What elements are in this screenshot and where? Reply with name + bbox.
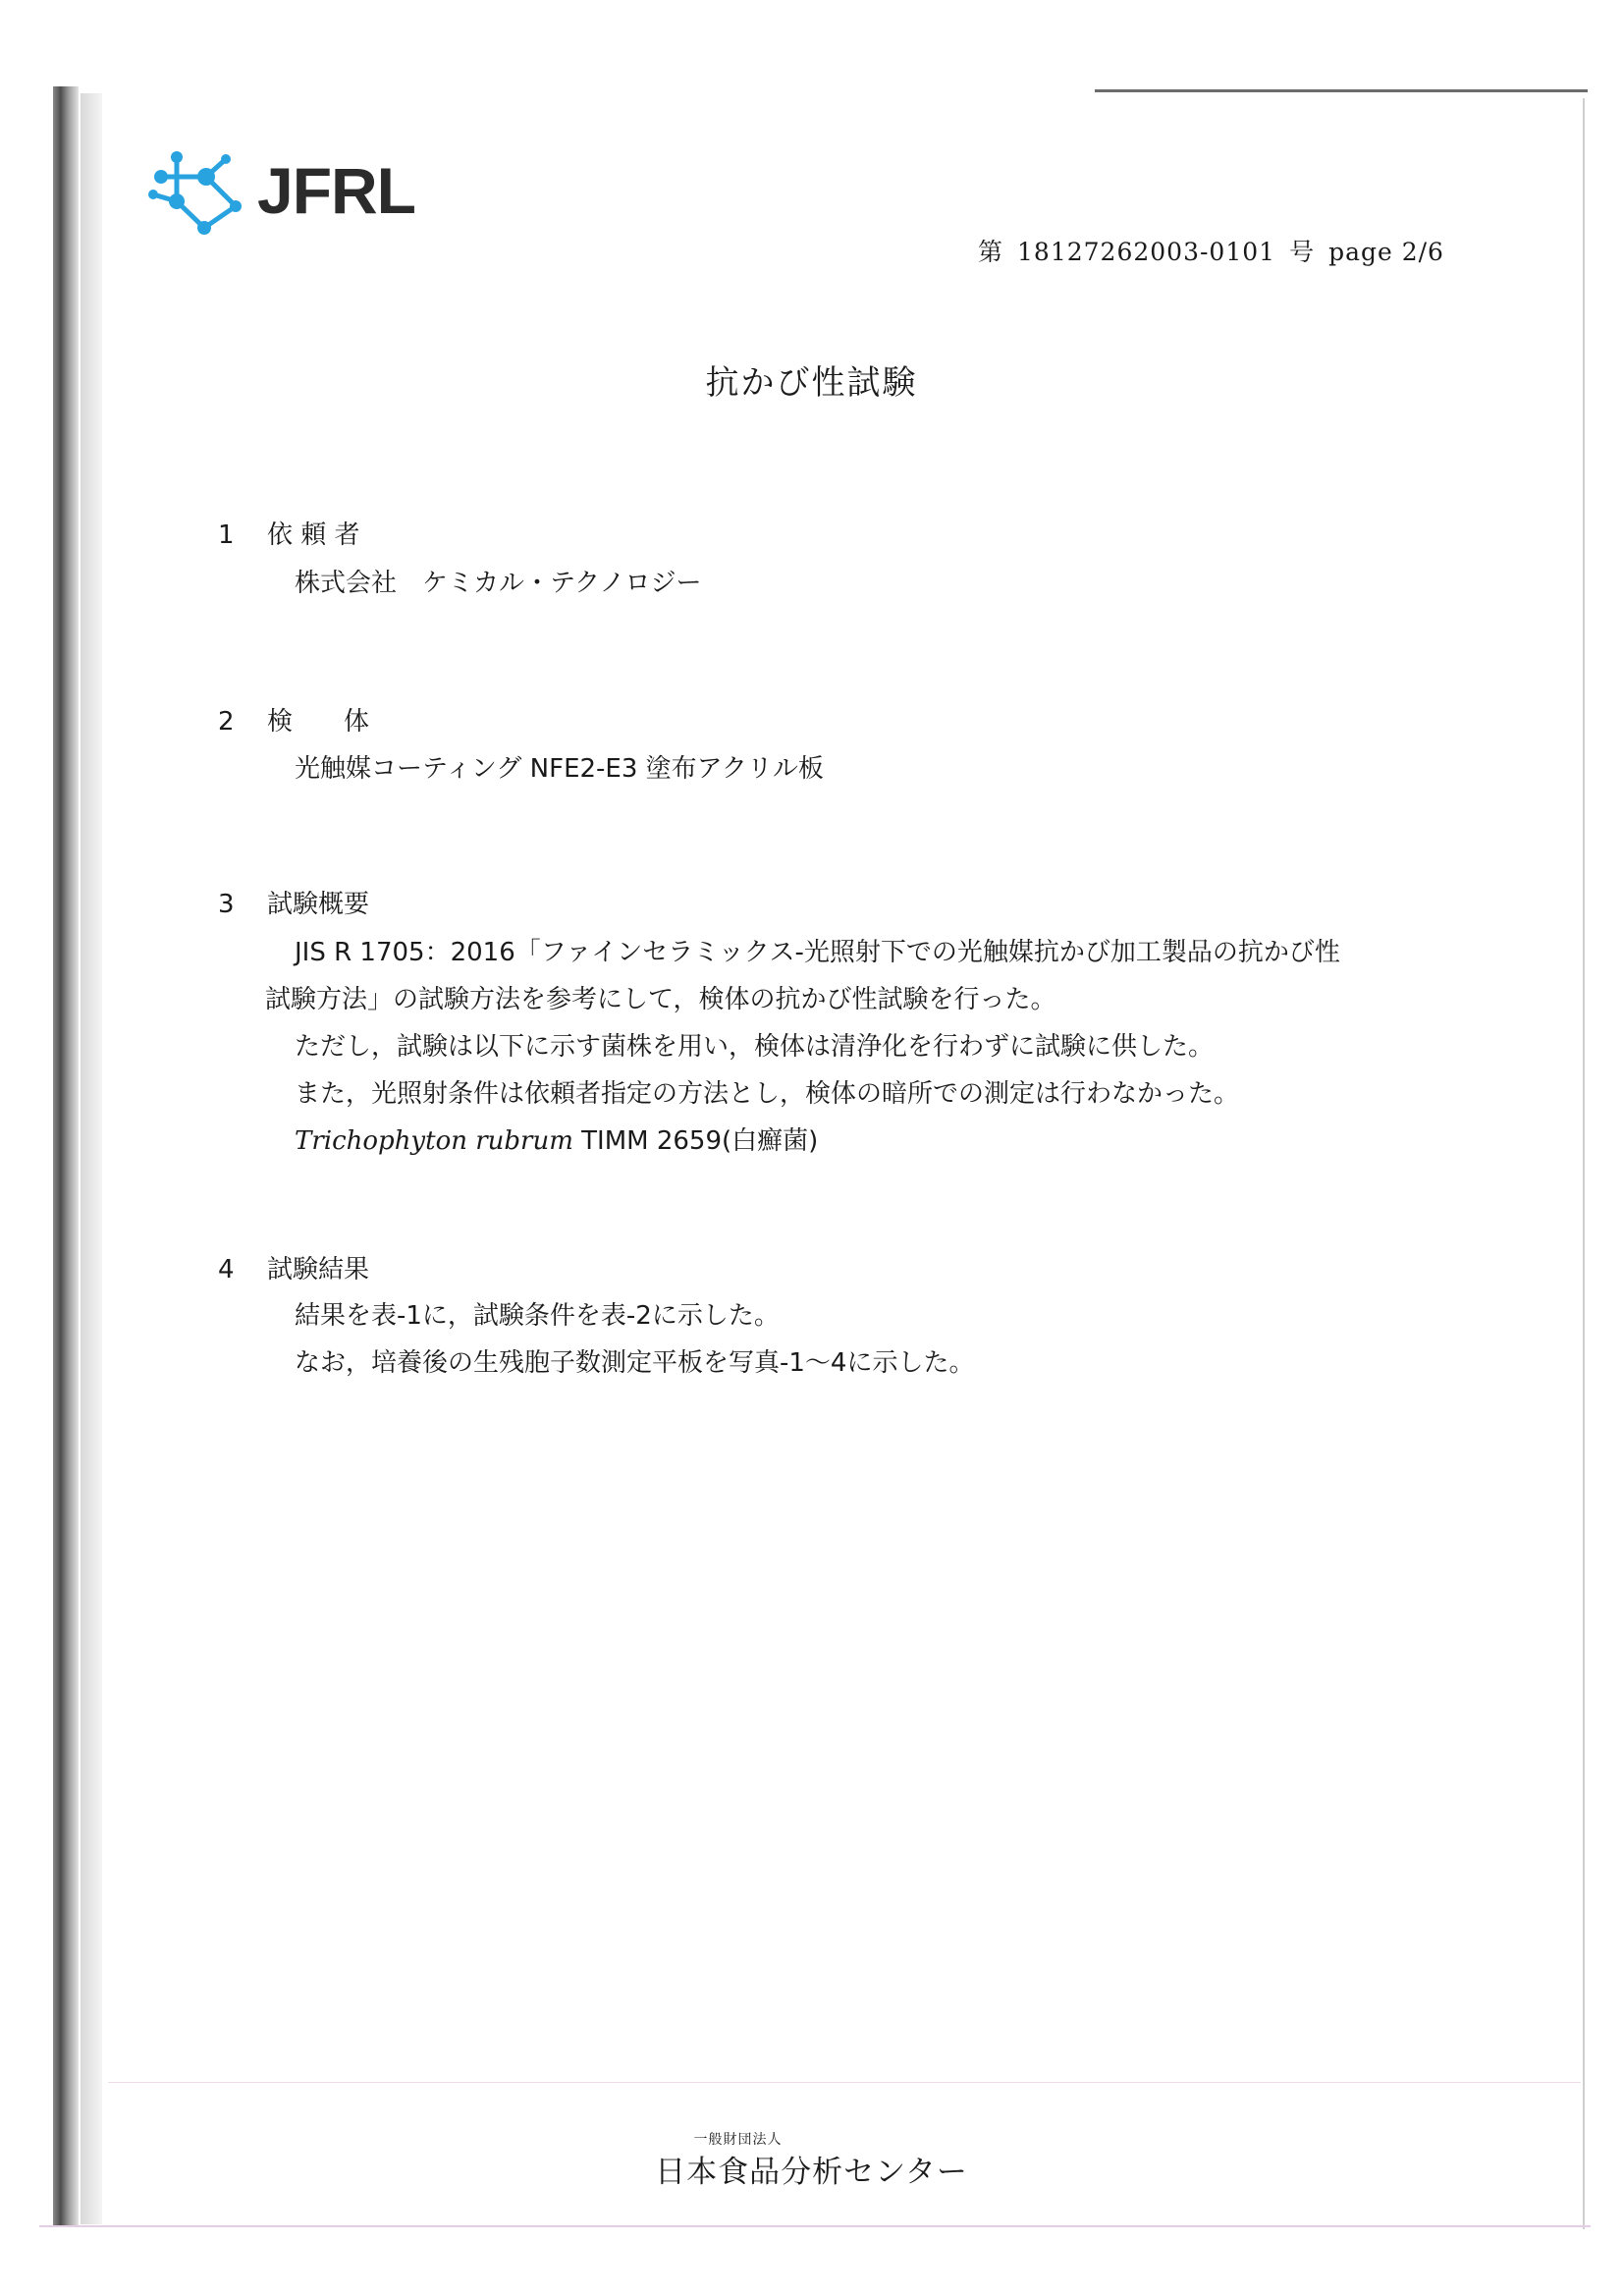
body-line: 結果を表-1に，試験条件を表-2に示した。	[295, 1301, 780, 1331]
section-3-heading	[218, 884, 369, 920]
report-suffix: 号	[1289, 238, 1316, 266]
body-line: 試験方法」の試験方法を参考にして，検体の抗かび性試験を行った。	[265, 985, 1056, 1014]
section-number: 4	[218, 1255, 235, 1285]
section-3-body	[265, 929, 1340, 1165]
section-2-body	[295, 745, 824, 793]
section-4-heading	[218, 1249, 369, 1285]
section-number: 2	[218, 707, 235, 737]
report-number-line	[978, 233, 1458, 268]
scan-edge-highlight	[81, 93, 102, 2224]
report-number: 18127262003-0101	[1017, 238, 1276, 266]
section-title: 依 頼 者	[267, 520, 360, 550]
strain-id: TIMM 2659(白癬菌)	[581, 1126, 819, 1156]
body-line: 光触媒コーティング NFE2-E3 塗布アクリル板	[295, 754, 824, 784]
section-title: 試験概要	[267, 890, 370, 919]
section-title: 試験結果	[267, 1255, 370, 1285]
strain-species: Trichophyton rubrum	[295, 1126, 573, 1156]
organization-footer	[0, 2129, 1623, 2191]
section-4-body	[295, 1292, 974, 1387]
scan-top-edge	[1095, 89, 1588, 92]
logo-wordmark: JFRL	[257, 154, 415, 227]
scan-bottom-edge	[39, 2225, 1591, 2227]
strain-line	[265, 1118, 1340, 1165]
body-line: JIS R 1705：2016「ファインセラミックス-光照射下での光触媒抗かび加工製品の抗かび性	[295, 938, 1340, 967]
report-prefix: 第	[978, 238, 1004, 266]
organization-type: 一般財団法人	[693, 2132, 783, 2148]
scan-right-edge	[1583, 98, 1585, 2229]
organization-name: 日本食品分析センター	[655, 2155, 968, 2190]
section-2-heading	[218, 701, 369, 738]
section-title: 検 体	[267, 707, 370, 737]
jfrl-logo	[147, 147, 442, 236]
scan-faint-line	[108, 2082, 1581, 2083]
page-label: page 2/6	[1328, 238, 1444, 266]
body-line: なお，培養後の生残胞子数測定平板を写真-1～4に示した。	[295, 1348, 975, 1378]
section-1-body	[295, 560, 701, 607]
body-line: また，光照射条件は依頼者指定の方法とし，検体の暗所での測定は行わなかった。	[295, 1079, 1240, 1109]
section-number: 3	[218, 890, 235, 919]
body-line: 株式会社 ケミカル・テクノロジー	[295, 569, 702, 598]
document-title: 抗かび性試験	[705, 363, 918, 403]
section-1-heading	[218, 515, 360, 551]
body-line: ただし，試験は以下に示す菌株を用い，検体は清浄化を行わずに試験に供した。	[295, 1032, 1215, 1062]
section-number: 1	[218, 520, 235, 550]
scan-edge-shadow	[53, 86, 79, 2227]
molecule-logo-icon	[147, 147, 255, 236]
